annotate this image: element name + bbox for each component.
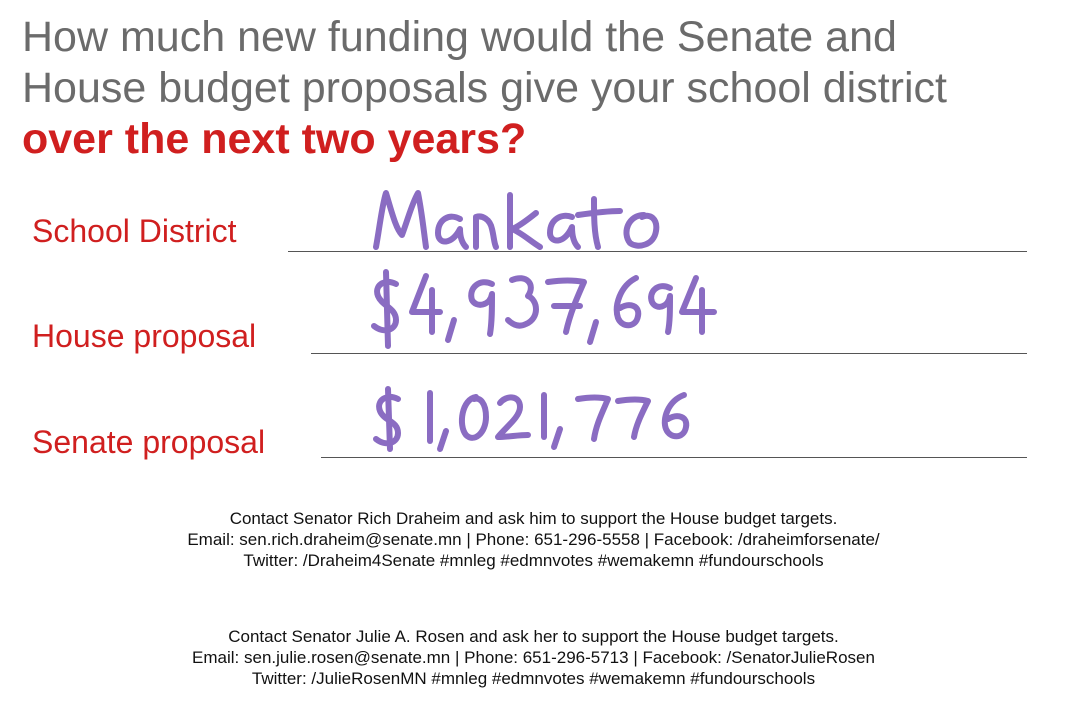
contact-details: Email: sen.julie.rosen@senate.mn | Phone: 651-296-5713 | Facebook: /SenatorJulieRosen [192,648,875,667]
page-headline [22,12,1022,165]
contact-details: Email: sen.rich.draheim@senate.mn | Phone: 651-296-5558 | Facebook: /draheimforsenate/ [187,530,880,549]
contact-social: Twitter: /JulieRosenMN #mnleg #edmnvotes #wemakemn #fundourschools [251,669,816,688]
house-proposal-line [311,353,1027,354]
headline-emphasis: over the next two years? [22,115,527,163]
headline-question: How much new funding would the Senate and House budget proposals give your school district [22,13,948,112]
contact-block-rosen [0,626,1067,689]
contact-social: Twitter: /Draheim4Senate #mnleg #edmnvotes #wemakemn #fundourschools [243,551,824,570]
senate-proposal-line [321,457,1027,458]
school-district-label: School District [32,213,237,249]
handwritten-senate-amount [368,385,728,457]
contact-ask: Contact Senator Julie A. Rosen and ask her to support the House budget targets. [228,627,839,646]
contact-ask: Contact Senator Rich Draheim and ask him to support the House budget targets. [229,509,838,528]
senate-proposal-label: Senate proposal [32,424,266,460]
contact-block-draheim [0,508,1067,571]
handwritten-house-amount [368,268,748,350]
house-proposal-label: House proposal [32,318,257,354]
handwritten-district-mankato [372,185,692,257]
